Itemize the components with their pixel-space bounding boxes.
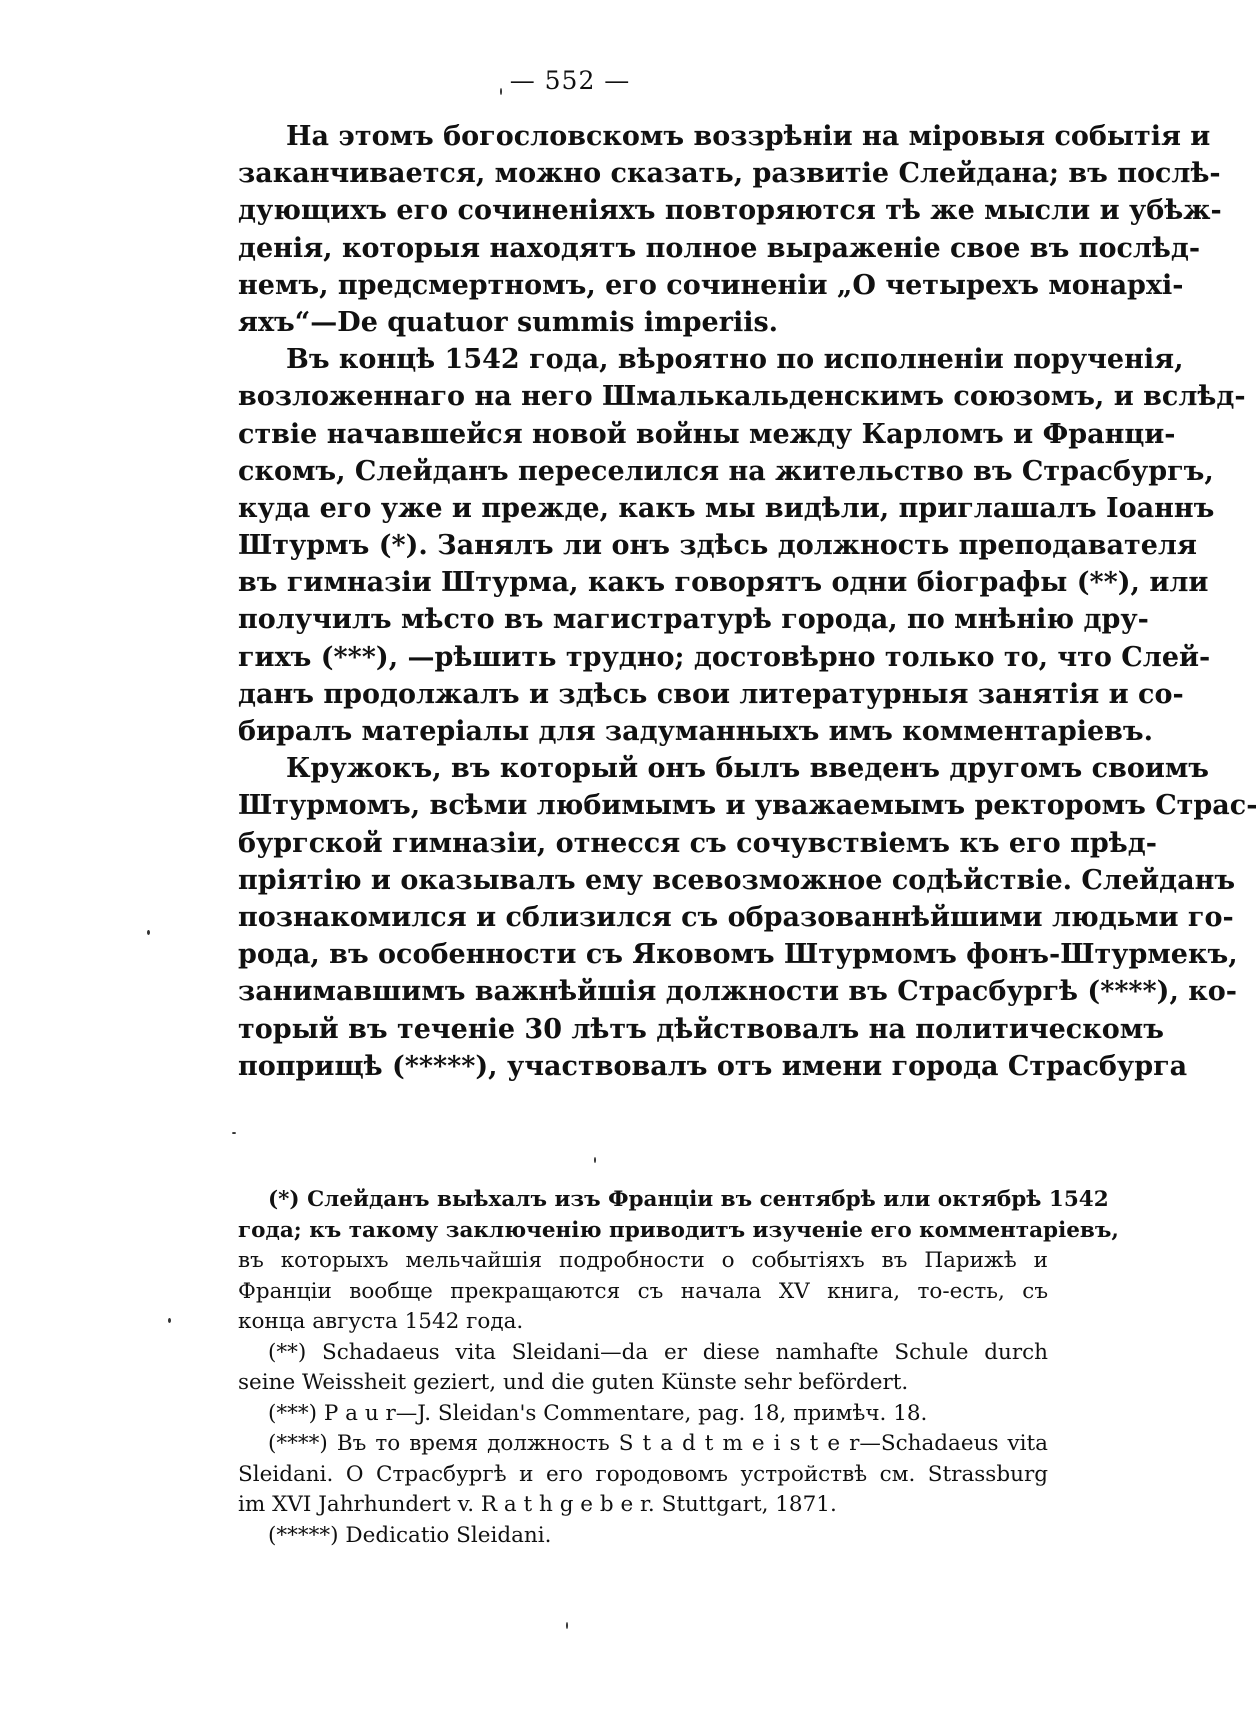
scan-speck <box>232 1132 236 1134</box>
text-line: ствіе начавшейся новой войны между Карломъ и Франци- <box>238 418 1176 450</box>
text-line: Штурмъ (*). Занялъ ли онъ здѣсь должность преподавателя <box>238 530 1197 562</box>
text-line: гихъ (***), —рѣшить трудно; достовѣрно только то, что Слей- <box>238 641 1211 673</box>
footnotes <box>238 1185 1119 1551</box>
footnote-line: Франціи вообще прекращаются съ начала XV книга, то-есть, съ <box>238 1278 1048 1304</box>
text-line: денія, которыя находятъ полное выраженіе свое въ послѣд- <box>238 232 1201 264</box>
text-line: На этомъ богословскомъ воззрѣніи на міровыя событія и <box>286 121 1211 152</box>
scan-speck <box>500 88 502 95</box>
text-line: возложеннаго на него Шмалькальденскимъ союзомъ, и вслѣд- <box>238 381 1246 413</box>
text-line: яхъ“—De quatuor summis imperiis. <box>238 306 779 338</box>
text-line: данъ продолжалъ и здѣсь свои литературныя занятія и со- <box>238 678 1184 710</box>
footnote-line: (**) Schadaeus vita Sleidani—da er diese namhafte Schule durch <box>268 1339 1048 1365</box>
text-line: занимавшимъ важнѣйшія должности въ Страсбургѣ (****), ко- <box>238 976 1237 1008</box>
text-line: торый въ теченіе 30 лѣтъ дѣйствовалъ на политическомъ <box>238 1013 1164 1045</box>
footnote-line: (*****) Dedicatio Sleidani. <box>268 1522 552 1548</box>
text-line: Въ концѣ 1542 года, вѣроятно по исполненіи порученія, <box>286 344 1184 376</box>
text-line: куда его уже и прежде, какъ мы видѣли, приглашалъ Іоаннъ <box>238 492 1215 524</box>
scan-speck <box>147 930 150 935</box>
footnote-line: въ которыхъ мельчайшія подробности о событіяхъ въ Парижѣ и <box>238 1248 1048 1273</box>
text-line: поприщѣ (*****), участвовалъ отъ имени города Страсбурга <box>238 1050 1188 1082</box>
footnote-line: im XVI Jahrhundert v. R a t h g e b e r. Stuttgart, 1871. <box>238 1492 837 1517</box>
footnote-line: конца августа 1542 года. <box>238 1309 524 1334</box>
scan-speck <box>566 1622 568 1629</box>
text-line: получилъ мѣсто въ магистратурѣ города, по мнѣнію дру- <box>238 604 1149 636</box>
page-number: — 552 — <box>509 66 631 95</box>
main-text <box>238 118 1257 1085</box>
text-line: заканчивается, можно сказать, развитіе Слейдана; въ послѣ- <box>238 158 1221 190</box>
text-line: немъ, предсмертномъ, его сочиненіи „О четырехъ монархі- <box>238 269 1184 301</box>
text-line: скомъ, Слейданъ переселился на жительство въ Страсбургъ, <box>238 455 1214 487</box>
text-line: бургской гимназіи, отнесся съ сочувствіемъ къ его прѣд- <box>238 827 1157 859</box>
scan-speck <box>168 1318 171 1323</box>
scan-speck <box>594 1157 596 1163</box>
text-line: пріятію и оказывалъ ему всевозможное содѣйствіе. Слейданъ <box>238 864 1236 896</box>
text-line: дующихъ его сочиненіяхъ повторяются тѣ же мысли и убѣж- <box>238 195 1222 227</box>
footnote-line: (*) Слейданъ выѣхалъ изъ Франціи въ сентябрѣ или октябрѣ 1542 <box>268 1187 1109 1212</box>
text-line: Штурмомъ, всѣми любимымъ и уважаемымъ ректоромъ Страс- <box>238 790 1257 822</box>
footnote-line: Sleidani. О Страсбургѣ и его городовомъ устройствѣ см. Strassburg <box>238 1461 1048 1487</box>
text-line: Кружокъ, въ который онъ былъ введенъ другомъ своимъ <box>286 753 1210 785</box>
footnote-line: seine Weissheit geziert, und die guten Künste sehr befördert. <box>238 1370 909 1395</box>
text-line: въ гимназіи Штурма, какъ говорятъ одни біографы (**), или <box>238 567 1209 599</box>
footnote-line: (****) Въ то время должность S t a d t m e i s t e r—Schadaeus vita <box>268 1431 1048 1456</box>
text-line: рода, въ особенности съ Яковомъ Штурмомъ фонъ-Штурмекъ, <box>238 939 1238 971</box>
footnote-line: (***) P a u r—J. Sleidan's Commentare, pag. 18, примѣч. 18. <box>268 1400 928 1426</box>
footnote-line: года; къ такому заключенію приводитъ изученіе его комментаріевъ, <box>238 1217 1119 1243</box>
text-line: биралъ матеріалы для задуманныхъ имъ комментаріевъ. <box>238 716 1154 747</box>
text-line: познакомился и сблизился съ образованнѣйшими людьми го- <box>238 901 1234 933</box>
